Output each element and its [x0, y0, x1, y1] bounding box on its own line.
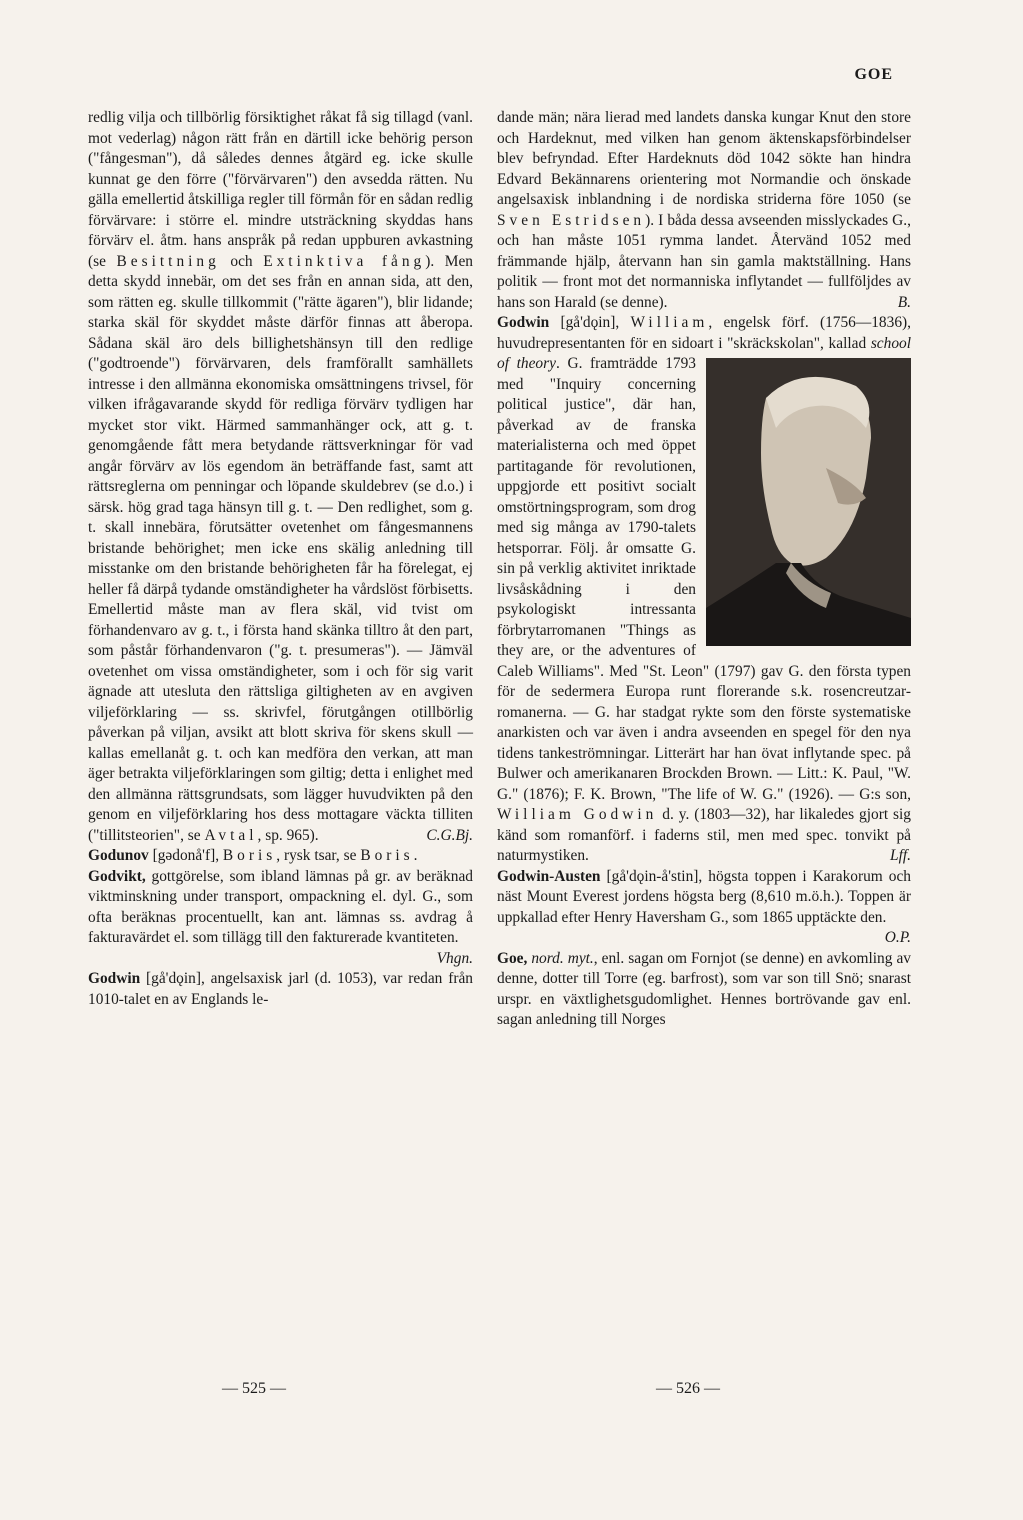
body-text: gottgörelse, som ibland lämnas på gr. av beräknad viktminskning under transport, ompackning el. dyl. G., som ofta beräknas procentuellt, kan ant. lämnas ss. avdrag å fakturavärdet el. som tillägg till den fakturerade kvantiteten.: [88, 867, 473, 946]
running-head: GOE: [854, 66, 893, 83]
person-name: Boris: [222, 847, 277, 864]
entry-headword: Goe,: [497, 949, 528, 967]
entry-continuation: [88, 108, 473, 846]
author-signature: B.: [897, 293, 911, 311]
body-text: dande män; nära lierad med landets danska kungar Knut den store och Hardeknut, med vilken han genom äktenskapsförbindelser blev befryndad. Efter Hardeknuts död 1042 sökte han hindra Edvard Bekännarens orientering mot Normandie och önskade angelsaxisk inblandning i de nordiska striderna före 1050 (se: [497, 109, 911, 208]
cross-reference: Extinktiva fång: [263, 252, 426, 270]
body-text: d. y. (1803—32), har likaledes gjort sig känd som romanförf. i faderns stil, men med spec. tonvikt på naturmystiken.: [497, 806, 911, 864]
body-text: .: [413, 847, 418, 864]
italic-term: nord. myt.: [531, 949, 594, 967]
author-signature: Vhgn.: [436, 949, 473, 967]
left-column: [88, 108, 473, 1010]
body-text: [gå'dǫin-å'stin], högsta toppen i Karakorum och näst Mount Everest jordens högsta berg (8,610 m.ö.h.). Toppen är uppkallad efter Henry Haversham G., som 1865 upptäckte den.: [497, 867, 911, 926]
body-text: [gå'dǫin], angelsaxisk jarl (d. 1053), var redan från 1010-talet en av Englands le-: [88, 970, 473, 1008]
body-text: , sp. 965).: [257, 826, 319, 844]
right-column: [497, 108, 911, 1031]
entry-godwin-william: [497, 313, 911, 867]
body-text: , engelsk förf. (1756—1836), huvudrepresentanten för en sidoart i "skräckskolan", kallad: [497, 314, 911, 352]
entry-headword: Godvikt,: [88, 867, 146, 885]
entry-headword: Godwin: [88, 970, 141, 987]
entry-godwin-austen: [497, 867, 911, 946]
portrait-figure: [706, 358, 911, 646]
author-signature: C.G.Bj.: [426, 826, 473, 844]
author-signature: O.P.: [884, 929, 911, 946]
italic-term: school of theory: [497, 334, 911, 372]
entry-headword: Godunov: [88, 847, 149, 864]
pronunciation: [gədonå'f],: [152, 847, 220, 864]
person-name: William: [630, 314, 709, 331]
cross-reference: Avtal: [204, 826, 258, 844]
cross-reference: Sven Estridsen: [497, 211, 646, 229]
body-text: ). Men detta skydd innebär, om det ses från en annan sida, att den, som rätten eg. skulle tillkommit ("rätte ägaren"), blir lidande; starka skäl för skyddet måste därför finnas att åberopa. Sådana skäl äro dels billighetshänsyn till den redlige ("godtroende") förvärvaren, dels framförallt samhällets intresse i den allmänna ekonomiska omsättningens trivsel, för vilken ifrågavarande skydd för redliga förvärv tydligen har mycket stor vikt. Härmed sammanhänger ock, att g. t. genomgående fått mera betydande rättsverkningar för vad angår förvärv av lös egendom än beträffande fast, samt att rättsreglerna om penningar och löpande skuldebrev (se d.o.) i särsk. hög grad taga hänsyn till g. t. — Den redlighet, som g. t. skall innebära, förutsätter ovetenhet om fångesmannens bristande behörighet; men icke ens skälig anledning till misstanke om den bristande behörigheten får ha förelegat, ej heller få därpå tydande omständigheter ha vårdslöst förbisetts. Emellertid måste man av flera skäl, vid tvist om förhandenvaro av g. t., i första hand skänka tilltro åt den part, som påstår förhandenvaron ("g. t. presumeras"). — Jämväl ovetenhet om vissa omständigheter, som i och för sig varit ägnade att utesluta den rättsliga giltigheten av en avgiven viljeförklaring — ss. skrivfel, förutgången otillbörlig påverkan på viljan, avsikt att blott skriva för skens skull — kallas emellanåt g. t. och kan medföra den verkan, att man äger betrakta viljeförklaringen som giltig; detta i enlighet med den allmänna rättsgrundsats, som lägger huvudvikten på den genom en viljeförklaring hos dess mottagare väckta tilliten ("tillitsteorien", se: [88, 252, 473, 844]
body-text: . G. framträdde 1793 med "Inquiry concerning political justice", där han, påverkad av de franska materialisterna och med öppet partitagande för revolutionen, uppgjorde ett positivt socialt omstörtningsprogram, som drog med sig många av 1790-talets hetsporrar. Följ. år omsatte G. sin på verklig aktivitet inriktade livsåskådning i den psykologiskt intressanta förbrytarromanen "Things as they are, or the adventures of Caleb Williams". Med "St. Leon" (1797) gav G. den första typen för de sedermera Europa runt florerande s.k. rosencreutzar-romanerna. — G. har stadgat rykte som den förste systematiske anarkisten och var även i andra avseenden en spegel för den nya tidens tankeströmningar. Litterärt har han övat inflytande spec. på Bulwer och amerikanaren Brockden Brown. — Litt.: K. Paul, "W. G." (1876); F. K. Brown, "The life of W. G." (1926). — G:s son,: [497, 355, 911, 803]
cross-reference: Besittning: [116, 252, 220, 270]
body-text: , enl. sagan om Fornjot (se denne) en avkomling av denne, dotter till Torre (eg. barfrost), som var son till Snö; snarast urspr. en växtlighetsgudomlighet. Hennes bortrövande gav enl. sagan anledning till Norges: [497, 949, 911, 1028]
author-signature: Lff.: [890, 847, 911, 864]
person-name: William Godwin: [497, 806, 658, 823]
entry-goe: [497, 949, 911, 1031]
portrait-icon: [706, 358, 911, 646]
entry-godunov: [88, 846, 473, 867]
page-number-right: — 526 —: [656, 1380, 720, 1397]
body-text: och: [230, 252, 253, 270]
entry-headword: Godwin: [497, 314, 550, 331]
entry-godvikt: [88, 867, 473, 967]
cross-reference: Boris: [360, 847, 414, 864]
entry-godwin-jarl-continued: [497, 108, 911, 313]
pronunciation: [gå'dǫin],: [560, 314, 620, 331]
body-text: redlig vilja och tillbörlig försiktighet råkat få sig tillagd (vanl. mot vederlag) någon rätt från en därtill icke behörig person ("fångesman"), då således dennes åtgärd eg. icke skulle kunnat ge den förre ("förvärvaren") den avsedda rätten. Nu gälla emellertid åtskilliga regler till förmån för en sådan redlig förvärvare: i större el. mindre utsträckning skyddas hans förvärv el. åtm. hans anspråk på redan uppburen avkastning (se: [88, 109, 473, 270]
entry-headword: Godwin-Austen: [497, 867, 601, 885]
entry-godwin-jarl: [88, 969, 473, 1010]
body-text: , rysk tsar, se: [276, 847, 357, 864]
body-text: ). I båda dessa avseenden misslyckades G., och han måste 1051 rymma landet. Återvänd 1052 med främmande hjälp, återvann han sin gamla maktställning. Hans politik — front mot det normanniska inflytandet — fullföljdes av hans son Harald (se denne).: [497, 211, 911, 311]
page-number-left: — 525 —: [222, 1380, 286, 1397]
